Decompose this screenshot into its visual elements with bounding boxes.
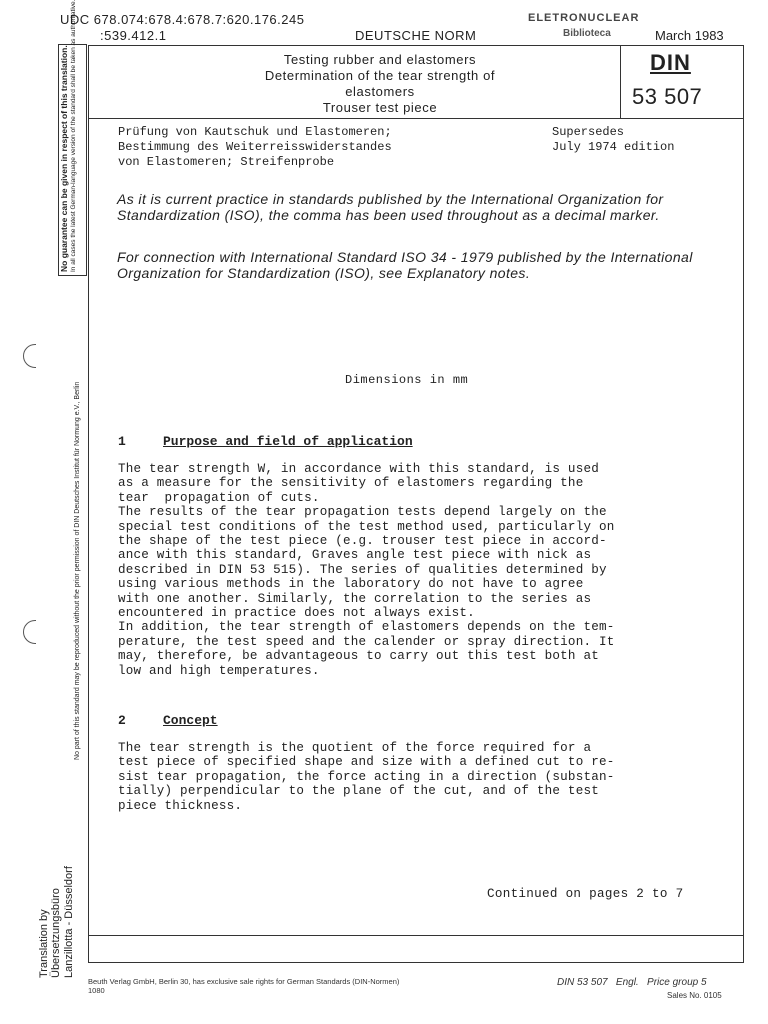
- punch-hole-mark: [23, 620, 47, 644]
- frame-right-rule: [743, 45, 744, 963]
- title-line-4: Trouser test piece: [322, 100, 438, 115]
- price-group-line: DIN 53 507 Engl. Price group 5: [557, 977, 707, 988]
- dimensions-note: Dimensions in mm: [345, 373, 469, 387]
- frame-top-rule: [88, 45, 744, 46]
- section-1-number: 1: [118, 434, 126, 449]
- intro-paragraph-iso-reference: For connection with International Standard ISO 34 - 1979 published by the International Organization for Standardization (ISO), see Explanatory notes.: [117, 249, 693, 281]
- punch-hole-mark: [23, 344, 47, 368]
- udc-code-line1: UDC 678.074:678.4:678.7:620.176.245: [60, 12, 305, 27]
- frame-left-rule: [88, 45, 89, 963]
- section-2-number: 2: [118, 713, 126, 728]
- german-title: Prüfung von Kautschuk und Elastomeren; Bestimmung des Weiterreisswiderstandes von Elastomeren; Streifenprobe: [118, 125, 392, 169]
- din-label: DIN: [650, 50, 691, 75]
- section-1-heading: Purpose and field of application: [163, 434, 413, 449]
- section-2-heading: Concept: [163, 713, 218, 728]
- title-block-divider: [88, 118, 744, 119]
- issue-date: March 1983: [655, 28, 724, 43]
- translation-bureau: Übersetzungsbüro: [50, 888, 62, 978]
- din-box-divider: [620, 45, 621, 119]
- publisher-note: [88, 977, 399, 995]
- sales-number: Sales No. 0105: [667, 991, 722, 1000]
- publisher-rights: Beuth Verlag GmbH, Berlin 30, has exclusive sale rights for German Standards (DIN-Normen): [88, 977, 400, 986]
- frame-bottom-rule: [88, 962, 744, 963]
- title-line-2: Determination of the tear strength of: [264, 68, 496, 83]
- din-number: 53 507: [632, 84, 703, 109]
- library-stamp-name: ELETRONUCLEAR: [528, 12, 640, 24]
- intro-paragraph-decimal-marker: As it is current practice in standards published by the International Organization for Standardization (ISO), the comma has been used throughout as a decimal marker.: [117, 191, 664, 223]
- reproduction-notice: No part of this standard may be reproduced without the prior permission of DIN Deutsches Institut für Normung e.V., Berlin: [74, 381, 81, 760]
- continuation-note: Continued on pages 2 to 7: [487, 887, 684, 901]
- title-line-3: elastomers: [345, 84, 415, 99]
- section-2-body: The tear strength is the quotient of the force required for a test piece of specified shape and size with a defined cut to re- sist tear propagation, the force acting in a direction (substan- tially) perpendicular to the plane of the cut, and of the test piece thickness.: [118, 741, 615, 813]
- udc-code-line2: :539.412.1: [100, 28, 167, 43]
- guarantee-notice: No guarantee can be given in respect of this translation.: [59, 45, 69, 272]
- translation-by-label: Translation by: [38, 909, 50, 978]
- section-1-body: The tear strength W, in accordance with this standard, is used as a measure for the sensitivity of elastomers regarding the tear propagation of cuts. The results of the tear propagation tests depend largely on the special test conditions of the test method used, particularly on the shape of the test piece (e.g. trouser test piece in accord- ance with this standard, Graves angle test piece with nick as described in DIN 53 515). The series of qualities determined by using various methods in the laboratory do not have to agree with one another. Similarly, the correlation to the series as encountered in practice does not always exist. In addition, the tear strength of elastomers depends on the tem- perature, the test speed and the calender or spray direction. It may, therefore, be advantageous to carry out this test both at low and high temperatures.: [118, 462, 615, 678]
- authoritative-version-notice: In all cases the latest German-language version of the standard shall be taken as authoritative.: [70, 0, 77, 272]
- library-stamp-subtitle: Biblioteca: [563, 28, 611, 39]
- document-title: [230, 52, 530, 116]
- footer-divider: [88, 935, 744, 936]
- deutsche-norm-label: DEUTSCHE NORM: [355, 28, 477, 43]
- translation-location: Lanzillotta - Düsseldorf: [63, 866, 75, 978]
- supersedes-note: Supersedes July 1974 edition: [552, 125, 675, 154]
- title-line-1: Testing rubber and elastomers: [283, 52, 477, 67]
- publisher-code: 1080: [88, 986, 105, 995]
